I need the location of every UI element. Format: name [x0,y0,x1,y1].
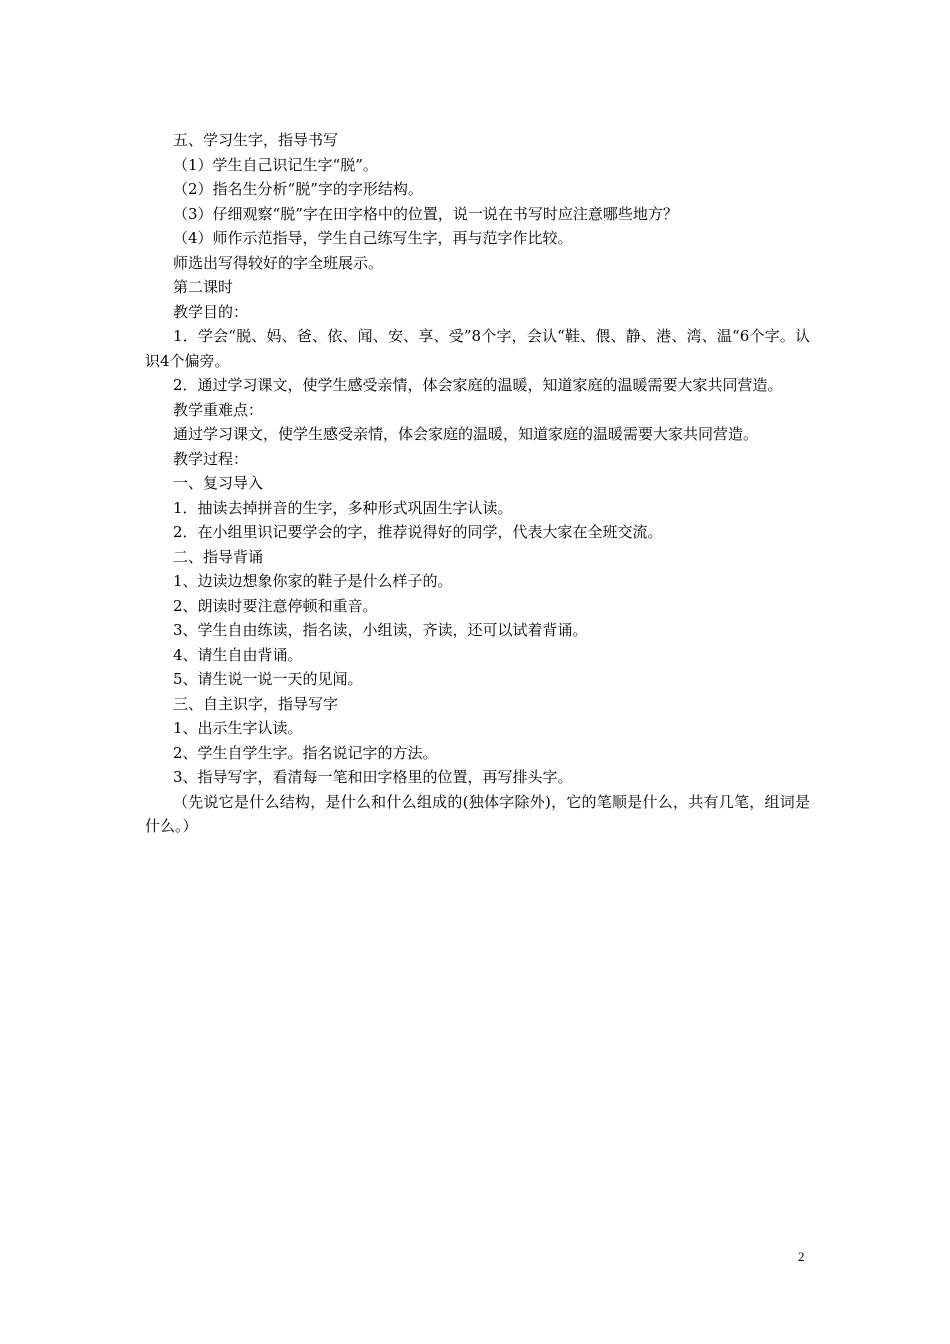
paragraph: 2．通过学习课文，使学生感受亲情，体会家庭的温暖，知道家庭的温暖需要大家共同营造。 [173,376,783,394]
paragraph: 2、朗读时要注意停顿和重音。 [173,596,378,615]
paragraph: 1．抽读去掉拼音的生字，多种形式巩固生字认读。 [173,498,513,517]
paragraph: （先说它是什么结构，是什么和什么组成的(独体字除外)，它的笔顺是什么，共有几笔，组词是什么。） [145,792,810,835]
paragraph: 第二课时 [173,278,234,296]
paragraph: 教学目的： [173,302,249,321]
paragraph: 2、学生自学生字。指名说记字的方法。 [173,743,438,762]
page-number: 2 [798,1249,805,1264]
paragraph: 3、指导写字，看清每一笔和田字格里的位置，再写排头字。 [173,768,573,786]
paragraph: 五、学习生字，指导书写 [173,131,339,149]
paragraph: （2）指名生分析“脱”字的字形结构。 [173,180,423,198]
paragraph: （1）学生自己识记生字“脱”。 [173,155,378,174]
paragraph: 5、请生说一说一天的见闻。 [173,670,363,688]
paragraph: 教学重难点： [173,400,264,419]
paragraph: （3）仔细观察“脱”字在田字格中的位置，说一说在书写时应注意哪些地方？ [173,204,678,223]
paragraph: 4、请生自由背诵。 [173,645,303,664]
paragraph: （4）师作示范指导，学生自己练写生字，再与范字作比较。 [173,229,573,247]
paragraph: 通过学习课文，使学生感受亲情，体会家庭的温暖，知道家庭的温暖需要大家共同营造。 [173,425,759,443]
paragraph: 二、指导背诵 [173,547,264,566]
document-body [145,128,810,839]
paragraph: 1、边读边想象你家的鞋子是什么样子的。 [173,572,453,590]
paragraph: 2．在小组里识记要学会的字，推荐说得好的同学，代表大家在全班交流。 [173,523,663,541]
paragraph: 师选出写得较好的字全班展示。 [173,253,384,272]
paragraph: 1．学会“脱、妈、爸、依、闻、安、享、受”8个字，会认“鞋、偎、静、港、湾、温“6个字。认识4个偏旁。 [145,327,810,370]
paragraph: 三、自主识字，指导写字 [173,694,339,713]
paragraph: 教学过程： [173,449,249,468]
paragraph: 3、学生自由练读，指名读，小组读，齐读，还可以试着背诵。 [173,621,588,639]
paragraph: 1、出示生字认读。 [173,719,303,737]
paragraph: 一、复习导入 [173,474,264,492]
